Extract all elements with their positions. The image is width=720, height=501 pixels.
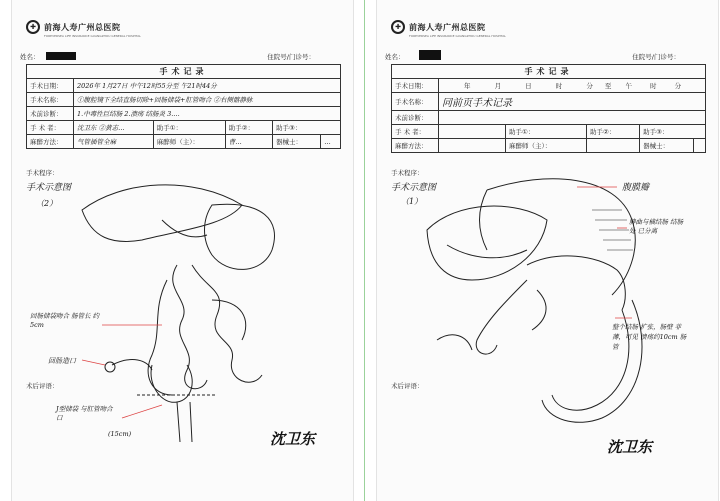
assistant1-label: 助手①：: [153, 121, 225, 135]
assistant3-label: 助手③：: [273, 121, 341, 135]
assistant2-label: 助手②：: [587, 125, 640, 139]
surgeon-label: 手 术 者：: [27, 121, 74, 135]
form-title: 手术记录: [392, 65, 706, 79]
form-title: 手术记录: [27, 65, 341, 79]
diagram-title: 手术示意图: [391, 183, 437, 193]
anesthetist-label: 麻醉师（主）：: [153, 135, 225, 149]
inpatient-label: 住院号/门诊号：: [267, 53, 315, 61]
anatomy-sketch-1: [377, 170, 720, 430]
hospital-subtitle: FOREVERSEA LIFE INSURANCE GUANGZHOU GENERAL HOSPITAL: [44, 34, 141, 38]
hospital-logo-icon: ✚: [391, 20, 405, 34]
page-divider: [364, 0, 365, 501]
hospital-header: [26, 20, 121, 34]
surgeon-signature: 沈卫东: [270, 430, 316, 448]
date-value: 年 月 日 时 分 至 午 时 分: [439, 79, 706, 93]
diagram-number: （1）: [401, 197, 423, 206]
anno-colon-dilated: 整个结肠 扩张，肠壁 菲薄，可见 溃疡约10cm 肠管: [612, 323, 687, 351]
hospital-subtitle: FOREVERSEA LIFE INSURANCE GUANGZHOU GENERAL HOSPITAL: [409, 34, 506, 38]
anesthesia-label: 麻醉方法：: [27, 135, 74, 149]
surgery-record-page-2: [11, 0, 354, 501]
anno-j-pouch: J型储袋 与肛管吻合口: [56, 405, 113, 422]
assistant1-label: 助手①：: [506, 125, 587, 139]
redacted-name: [419, 50, 441, 60]
preop-diagnosis-value: 1.中毒性巨结肠 2.溃疡 结肠炎 3.…: [74, 107, 341, 121]
program-label: 手术程序：: [391, 169, 424, 177]
anesthetist-label: 麻醉师（主）：: [506, 139, 587, 153]
procedure-value: 同前页手术记录: [439, 93, 706, 111]
patient-id-line: [385, 52, 710, 62]
post-op-comment-label: 术后评语：: [391, 382, 424, 390]
anno-splenic-flexure: 脾曲与横结肠 结肠处 已分离: [629, 218, 684, 235]
scrub-nurse-label: 器械士：: [273, 135, 321, 149]
anno-ileostomy: 回肠造口: [48, 357, 76, 365]
post-op-comment-label: 术后评语：: [26, 382, 59, 390]
name-label: 姓名：: [20, 53, 40, 61]
anno-length-15cm: (15cm): [108, 430, 132, 438]
date-value: 2026年 1月27日 中午12时55分至 午21时44分: [74, 79, 341, 93]
procedure-label: 手术名称：: [27, 93, 74, 107]
hospital-logo-icon: ✚: [26, 20, 40, 34]
scrub-nurse-value: …: [321, 135, 341, 149]
anesthetist-value: 曹…: [225, 135, 272, 149]
assistant3-label: 助手③：: [640, 125, 706, 139]
surgeon-signature: 沈卫东: [607, 438, 653, 456]
procedure-label: 手术名称：: [392, 93, 439, 111]
hospital-name: 前海人寿广州总医院: [409, 22, 486, 32]
inpatient-label: 住院号/门诊号：: [632, 53, 680, 61]
surgeon-value: [439, 125, 506, 139]
scrub-nurse-label: 器械士：: [640, 139, 694, 153]
hospital-name: 前海人寿广州总医院: [44, 22, 121, 32]
surgery-record-page-1: [376, 0, 719, 501]
anesthetist-value: [587, 139, 640, 153]
anno-pouch-length: 回肠储袋吻合 肠管长 约5cm: [30, 312, 100, 329]
anesthesia-value: [439, 139, 506, 153]
preop-diagnosis-value: [439, 111, 706, 125]
diagram-number: （2）: [36, 199, 58, 208]
preop-diagnosis-label: 术前诊断：: [392, 111, 439, 125]
hospital-header: [391, 20, 486, 34]
program-label: 手术程序：: [26, 169, 59, 177]
procedure-value: ①腹腔镜下全结直肠切除+回肠储袋+肛管吻合 ②右侧髂静脉: [74, 93, 341, 107]
anesthesia-value: 气管插管全麻: [74, 135, 154, 149]
scrub-nurse-value: [694, 139, 706, 153]
surgeon-label: 手 术 者：: [392, 125, 439, 139]
record-table: [391, 64, 706, 153]
record-table: [26, 64, 341, 149]
redacted-name: [46, 52, 76, 60]
diagram-title: 手术示意图: [26, 183, 72, 193]
patient-id-line: [20, 52, 345, 62]
date-label: 手术日期：: [27, 79, 74, 93]
anesthesia-label: 麻醉方法：: [392, 139, 439, 153]
anno-peritoneal-flap: 腹膜瓣: [622, 183, 650, 193]
date-label: 手术日期：: [392, 79, 439, 93]
preop-diagnosis-label: 术前诊断：: [27, 107, 74, 121]
surgeon-value: 沈卫东 ②黄志…: [74, 121, 154, 135]
assistant2-label: 助手②：: [225, 121, 272, 135]
name-label: 姓名：: [385, 53, 405, 61]
